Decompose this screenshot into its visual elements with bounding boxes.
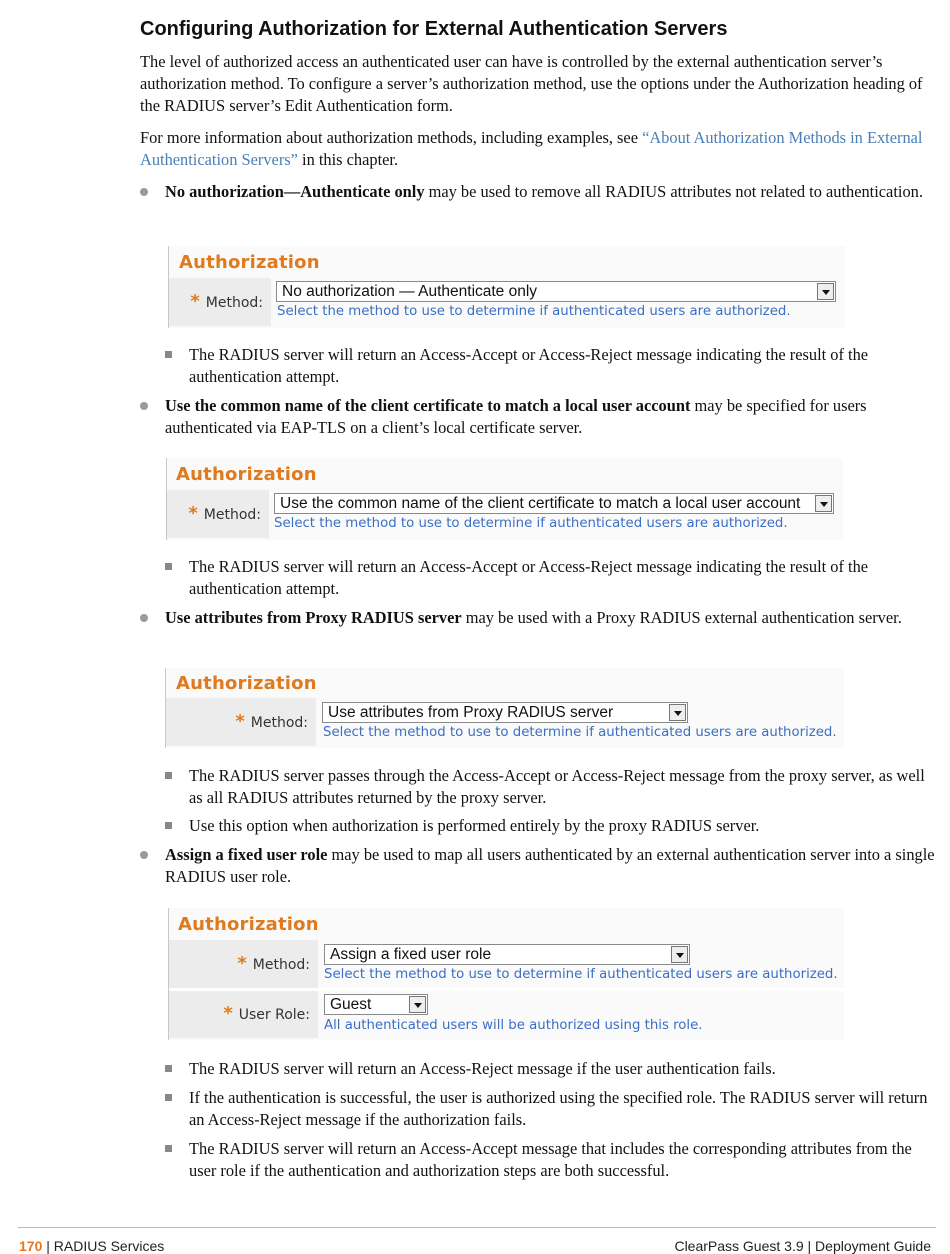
method-select[interactable]: No authorization — Authenticate only [276,281,836,302]
method-label-cell: * Method: [167,490,269,538]
bullet-icon [140,851,148,859]
page-title: Configuring Authorization for External Authentication Servers [140,18,728,40]
form-heading: Authorization [178,914,319,935]
chevron-down-icon[interactable] [817,283,834,300]
authorization-form [168,246,845,328]
sub-item: The RADIUS server will return an Access-Accept or Access-Reject message indicating the result of the authentication attempt. [165,344,935,388]
required-asterisk: * [190,291,200,312]
sub-item: If the authentication is successful, the user is authorized using the specified role. The RADIUS server will return an Access-Reject message if the authorization fails. [165,1087,935,1131]
square-bullet-icon [165,822,172,829]
required-asterisk: * [237,953,247,974]
form-heading: Authorization [179,252,320,273]
footer-divider [18,1227,936,1228]
required-asterisk: * [223,1003,233,1024]
bullet-icon [140,188,148,196]
square-bullet-icon [165,1094,172,1101]
method-select[interactable]: Use the common name of the client certificate to match a local user account [274,493,834,514]
footer-left: 170 | RADIUS Services [19,1238,165,1254]
method-label-cell: * Method: [169,278,271,326]
method-hint: Select the method to use to determine if authenticated users are authorized. [323,725,837,740]
square-bullet-icon [165,1065,172,1072]
user-role-label-cell: * User Role: [169,991,318,1038]
bullet-fixed-role: Assign a fixed user role may be used to map all users authenticated by an external authentication server into a single RADIUS user role. [140,844,935,888]
sub-item: The RADIUS server passes through the Access-Accept or Access-Reject message from the proxy server, as well as all RADIUS attributes returned by the proxy server. [165,765,935,809]
form-heading: Authorization [176,464,317,485]
chevron-down-icon[interactable] [669,704,686,721]
footer-right: ClearPass Guest 3.9 | Deployment Guide [674,1238,931,1254]
sub-item: The RADIUS server will return an Access-Accept or Access-Reject message indicating the result of the authentication attempt. [165,556,935,600]
square-bullet-icon [165,772,172,779]
bullet-common-name: Use the common name of the client certificate to match a local user account may be specified for users authenticated via EAP-TLS on a client’s local certificate server. [140,395,935,439]
bullet-icon [140,402,148,410]
bullet-proxy-radius: Use attributes from Proxy RADIUS server may be used with a Proxy RADIUS external authentication server. [140,607,935,629]
square-bullet-icon [165,563,172,570]
square-bullet-icon [165,351,172,358]
footer-guide: Deployment Guide [815,1238,931,1254]
method-hint: Select the method to use to determine if authenticated users are authorized. [277,304,791,319]
method-label-cell: * Method: [166,698,316,746]
form-heading: Authorization [176,673,317,694]
bullet-no-authorization: No authorization—Authenticate only may be used to remove all RADIUS attributes not related to authentication. [140,181,935,203]
authorization-form [168,908,844,1040]
about-authorization-link[interactable]: “About Authorization Methods in External Authentication Servers” [140,128,923,169]
required-asterisk: * [235,711,245,732]
square-bullet-icon [165,1145,172,1152]
sub-item: The RADIUS server will return an Access-Accept message that includes the corresponding attributes from the user role if the authentication and authorization steps are both successful. [165,1138,935,1182]
required-asterisk: * [188,503,198,524]
sub-item: The RADIUS server will return an Access-Reject message if the user authentication fails. [165,1058,935,1080]
chevron-down-icon[interactable] [671,946,688,963]
user-role-select[interactable]: Guest [324,994,428,1015]
intro-paragraph: The level of authorized access an authenticated user can have is controlled by the external authentication server’s authorization method. To configure a server’s authorization method, use the options under the Authorization heading of the RADIUS server’s Edit Authentication form. [140,52,923,115]
page-number: 170 [19,1238,43,1254]
sub-item: Use this option when authorization is performed entirely by the proxy RADIUS server. [165,815,935,837]
footer-section: RADIUS Services [53,1238,165,1254]
method-select[interactable]: Use attributes from Proxy RADIUS server [322,702,688,723]
method-hint: Select the method to use to determine if authenticated users are authorized. [274,516,788,531]
more-info-paragraph: For more information about authorization methods, including examples, see “About Authorization Methods in External Authentication Servers” in this chapter. [140,128,923,169]
method-select[interactable]: Assign a fixed user role [324,944,690,965]
method-label-cell: * Method: [169,940,318,988]
authorization-form [166,458,843,540]
footer-product: ClearPass Guest 3.9 [674,1238,804,1254]
authorization-form [165,668,844,748]
chevron-down-icon[interactable] [409,996,426,1013]
bullet-icon [140,614,148,622]
method-hint: Select the method to use to determine if authenticated users are authorized. [324,967,838,982]
role-hint: All authenticated users will be authorized using this role. [324,1018,703,1033]
chevron-down-icon[interactable] [815,495,832,512]
